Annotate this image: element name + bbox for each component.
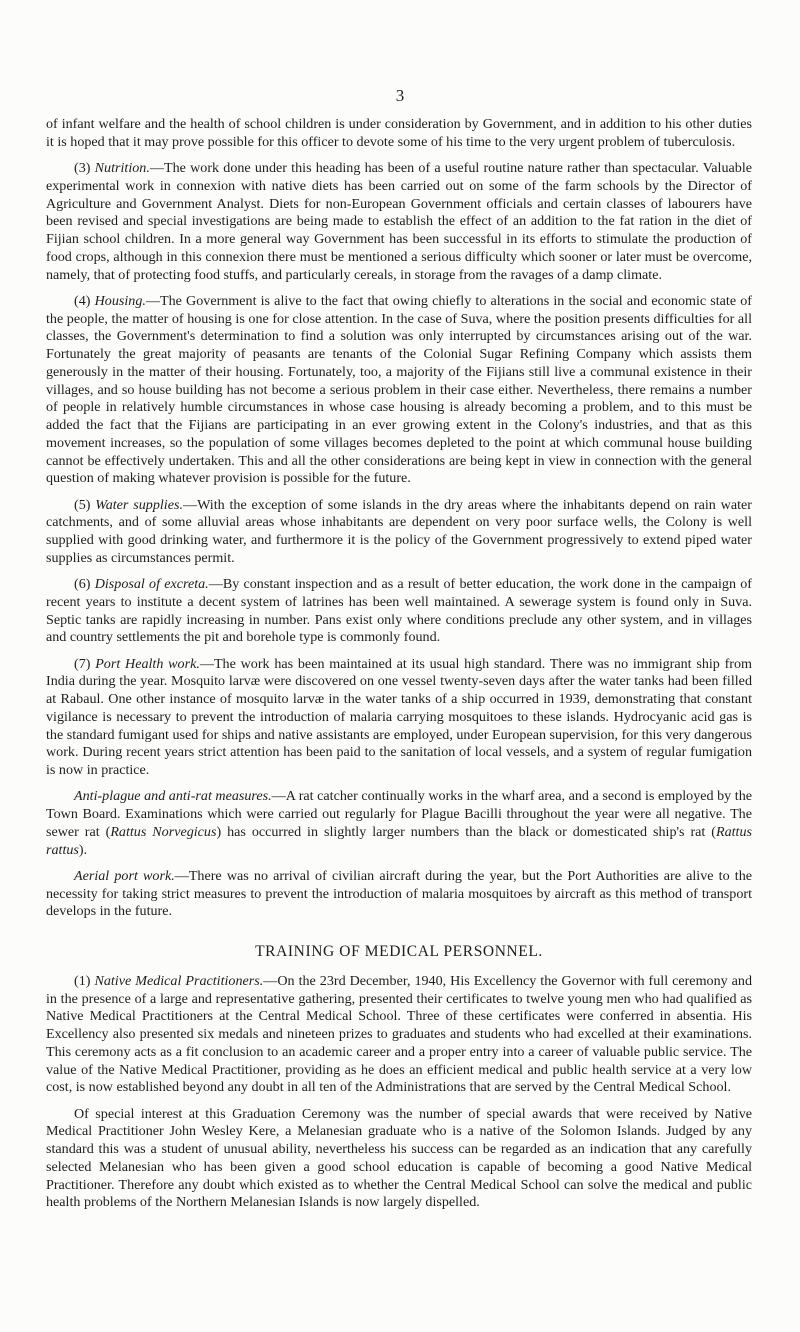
housing-body: —The Government is alive to the fact that owing chiefly to alterations in the social and economic state of the people, the matter of housing is one for close attention. In the case of Suva, where the position presents difficulties for all classes, the Government's determination to find a solution was only interrupted by circumstances arising out of the war. Fortunately the great majority of peasants are tenants of the Colonial Sugar Refining Company which assists them generously in the matter of their housing. Fortunately, too, a majority of the Fijians still live a communal existence in their villages, and so house building has not become a serious problem in their case either. Nevertheless, there remains a number of people in relatively humble circumstances in whose case housing is already becoming a problem, and to this must be added the fact that the Fijians are participating in an ever growing extent in the Colony's industries, and that as this movement increases, so the population of some villages becomes depleted to the point at which communal house building cannot be effectively undertaken. This and all the other considerations are being kept in view in connection with the general question of making whatever provision is possible for the future. <box>46 292 752 487</box>
page-number: 3 <box>395 86 405 105</box>
port-health-paragraph <box>46 656 752 780</box>
antiplague-heading: Anti-plague and anti-rat measures. <box>74 788 272 805</box>
document-body <box>46 116 752 1221</box>
water-heading: Water supplies. <box>95 496 183 513</box>
aerial-port-heading: Aerial port work. <box>74 867 175 884</box>
intro-text: of infant welfare and the health of school children is under consideration by Government, and in addition to his other duties it is hoped that it may prove possible for this officer to devote some of his time to the very urgent problem of tuberculosis. <box>46 116 752 150</box>
antiplague-body-a: —A rat catcher continually works in the wharf area, and a second is employed by the Town Board. Examinations which were carried out regularly for Plague Bacilli throughout the year were all negative. The sewer rat ( <box>46 788 752 840</box>
training-item-1-paragraph <box>46 973 752 1097</box>
training-item-1-number: (1) <box>74 972 91 989</box>
excreta-paragraph <box>46 576 752 647</box>
excreta-heading: Disposal of excreta. <box>94 576 209 592</box>
port-health-body: —The work has been maintained at its usual high standard. There was no immigrant ship from India during the year. Mosquito larvæ were discovered on one vessel twenty-seven days after the water tanks had been filled at Rabaul. One other instance of mosquito larvæ in the water tanks of a ship occurred in 1939, demonstrating that constant vigilance is necessary to prevent the introduction of malaria carrying mosquitoes to these islands. Hydrocyanic acid gas is the standard fumigant used for ships and native assistants are employed, under European supervision, for this very dangerous work. During recent years strict attention has been paid to the sanitation of local vessels, and a system of regular fumigation is now in practice. <box>46 655 752 778</box>
training-item-1-heading: Native Medical Practitioners. <box>94 972 264 989</box>
antiplague-body-c: ). <box>78 841 88 858</box>
water-body: —With the exception of some islands in the dry areas where the inhabitants depend on rain water catchments, and of some alluvial areas whose inhabitants are dependent on very poor surface wells, the Colony is well supplied with good drinking water, and furthermore it is the policy of the Government progressively to extend piped water supplies as circumstances permit. <box>46 496 752 566</box>
water-paragraph <box>46 497 752 568</box>
port-health-heading: Port Health work. <box>95 655 200 672</box>
intro-paragraph <box>46 116 752 152</box>
training-item-1-body: —On the 23rd December, 1940, His Excellency the Governor with full ceremony and in the presence of a large and representative gathering, presented their certificates to twelve young men who had qualified as Native Medical Practitioners at the Central Medical School. Three of these certificates were conferred in absentia. His Excellency also presented six medals and nineteen prizes to graduates and students who had excelled at their examinations. This ceremony acts as a fit conclusion to an academic career and a proper entry into a career of valuable public service. The value of the Native Medical Practitioner, providing as he does an efficient medical and public health service at a very low cost, is now established beyond any doubt in all ten of the Administrations that are served by the Central Medical School. <box>46 972 753 1096</box>
housing-number: (4) <box>74 292 91 309</box>
antiplague-paragraph <box>46 788 752 859</box>
excreta-body: —By constant inspection and as a result of better education, the work done in the campaign of recent years to institute a decent system of latrines has been well maintained. A sewerage system is found only in Suva. Septic tanks are rapidly increasing in number. Pans exist only where conditions preclude any other system, and in villages and country settlements the pit and borehole type is commonly found. <box>46 576 753 646</box>
species-norvegicus: Rattus Norvegicus <box>110 823 217 840</box>
section-title-training: TRAINING OF MEDICAL PERSONNEL. <box>255 943 543 960</box>
port-health-number: (7) <box>74 655 91 672</box>
training-paragraph-2 <box>46 1106 752 1213</box>
water-number: (5) <box>74 496 91 513</box>
aerial-port-paragraph <box>46 868 752 921</box>
nutrition-number: (3) <box>74 160 91 176</box>
training-paragraph-2-text: Of special interest at this Graduation Ceremony was the number of special awards that were received by Native Medical Practitioner John Wesley Kere, a Melanesian graduate who is a native of the Solomon Islands. Judged by any standard this was a student of unusual ability, nevertheless his success can be regarded as an indication that any carefully selected Melanesian who has been given a good school education is capable of becoming a good Native Medical Practitioner. Therefore any doubt which existed as to whether the Central Medical School can solve the medical and public health problems of the Northern Melanesian Islands is now largely dispelled. <box>46 1105 752 1211</box>
nutrition-paragraph <box>46 160 752 284</box>
species-rattus: Rattus rattus <box>46 823 752 858</box>
aerial-port-body: —There was no arrival of civilian aircraft during the year, but the Port Authorities are alive to the necessity for taking strict measures to prevent the introduction of malaria mosquitoes by aircraft as this method of transport develops in the future. <box>46 867 753 920</box>
excreta-number: (6) <box>74 576 91 592</box>
housing-paragraph <box>46 293 752 488</box>
nutrition-body: —The work done under this heading has been of a useful routine nature rather than spectacular. Valuable experimental work in connexion with native diets has been carried out on some of the farm schools by the Director of Agriculture and Government Analyst. Diets for non-European Government officials and certain classes of labourers have been revised and special investigations are being made to establish the effect of an addition to the fat ration in the diet of Fijian school children. In a more general way Government has been successful in its efforts to stimulate the production of food crops, although in this connexion there must be mentioned a serious difficulty which sooner or later must be overcome, namely, that of protecting food stuffs, and particularly cereals, in storage from the ravages of a damp climate. <box>46 160 752 283</box>
antiplague-body-b: ) has occurred in slightly larger numbers than the black or domesticated ship's rat ( <box>216 823 716 840</box>
nutrition-heading: Nutrition. <box>94 160 150 176</box>
housing-heading: Housing. <box>94 292 146 309</box>
